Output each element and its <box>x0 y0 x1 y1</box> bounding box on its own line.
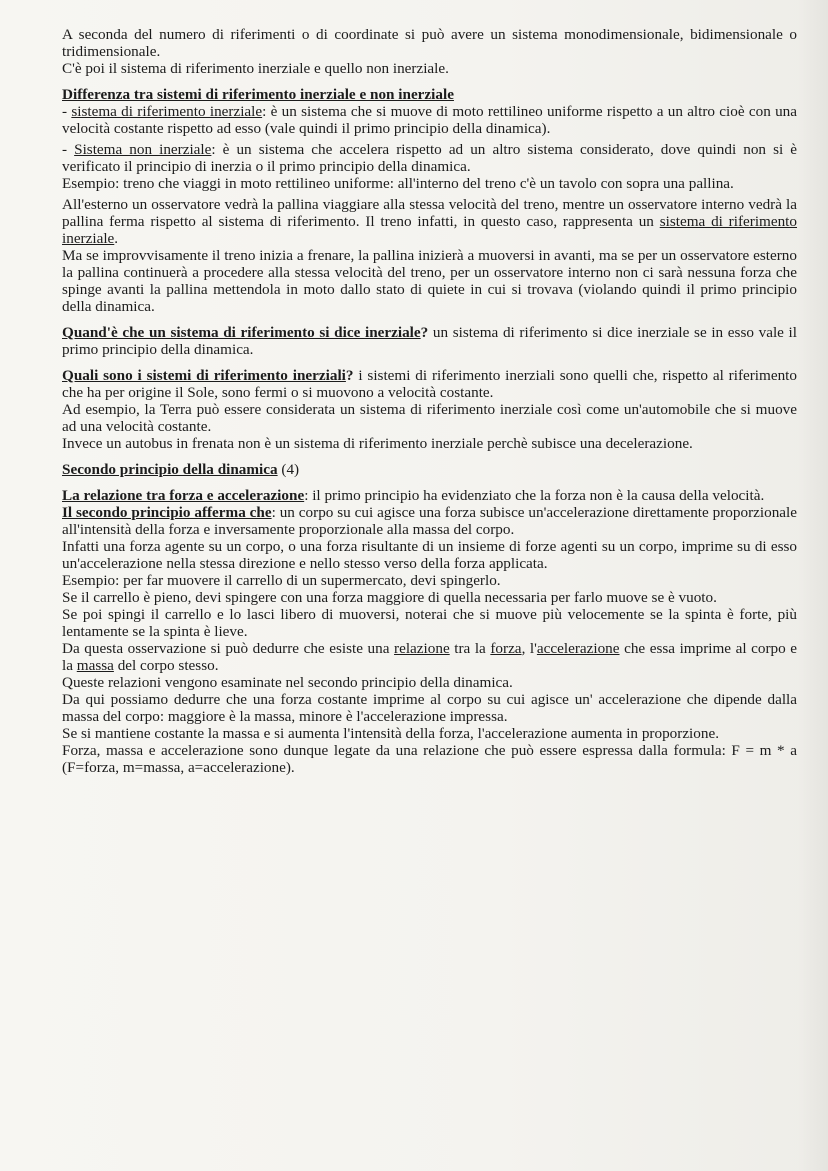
paragraph-relazioni-esaminate: Queste relazioni vengono esaminate nel secondo principio della dinamica. <box>62 674 513 691</box>
paragraph-autobus: Invece un autobus in frenata non è un sistema di riferimento inerziale perchè subisce una decelerazione. <box>62 435 693 452</box>
paragraph-frenare: Ma se improvvisamente il treno inizia a frenare, la pallina inizierà a muoversi in avanti, ma se per un osservatore esterno la pallina continuerà a procedere alla stessa velocità del treno, per un osservatore interno non ci sarà nessuna forza che spinge avanti la pallina mettendola in moto dallo stato di quiete in cui si trovava (violando quindi il primo principio della dinamica. <box>62 247 797 315</box>
definition-non-inerziale: - Sistema non inerziale: è un sistema che accelera rispetto ad un altro sistema considerato, dove quindi non si è verificato il principio di inerzia o il primo principio della dinamica. <box>62 141 798 175</box>
label-relazione: La relazione tra forza e accelerazione <box>62 487 305 504</box>
term-inerziale: sistema di riferimento inerziale <box>71 103 263 120</box>
paragraph-esempio-carrello: Esempio: per far muovere il carrello di un supermercato, devi spingerlo. <box>62 572 501 589</box>
intro-paragraph: A seconda del numero di riferimenti o di coordinate si può avere un sistema monodimensionale, bidimensionale o tridimensionale. <box>62 26 797 60</box>
paragraph-osservatore: All'esterno un osservatore vedrà la pallina viaggiare alla stessa velocità del treno, mentre un osservatore interno vedrà la pallina ferma rispetto al sistema di riferimento. Il treno infatti, in questo caso, rappresenta un sistema di riferimento inerziale. <box>62 196 798 247</box>
section-heading-differenza: Differenza tra sistemi di riferimento inerziale e non inerziale <box>62 86 454 103</box>
paragraph-forza-agente: Infatti una forza agente su un corpo, o una forza risultante di un insieme di forze agenti su un corpo, imprime su di esso un'accelerazione nella stessa direzione e nello stesso verso della forza applicata. <box>62 538 797 572</box>
paragraph-spingi: Se poi spingi il carrello e lo lasci libero di muoversi, noterai che si muove più velocemente se la spinta è forte, più lentamente se la spinta è lieve. <box>62 606 797 640</box>
paragraph-forza-costante: Da qui possiamo dedurre che una forza costante imprime al corpo su cui agisce un' accelerazione che dipende dalla massa del corpo: maggiore è la massa, minore è l'accelerazione impressa. <box>62 691 797 725</box>
question-quali-label: Quali sono i sistemi di riferimento inerziali <box>62 367 346 384</box>
paragraph-terra: Ad esempio, la Terra può essere considerata un sistema di riferimento inerziale così come un'automobile che si muove ad una velocità costante. <box>62 401 797 435</box>
definition-inerziale: - sistema di riferimento inerziale: è un sistema che si muove di moto rettilineo uniforme rispetto a un altro cioè con una velocità costante rispetto ad esso (vale quindi il primo principio della dinamica). <box>62 103 797 137</box>
paragraph-carrello-pieno: Se il carrello è pieno, devi spingere con una forza maggiore di quella necessaria per farlo muove se è vuoto. <box>62 589 717 606</box>
page-edge-shadow <box>798 0 828 1171</box>
paragraph-osservazione: Da questa osservazione si può dedurre che esiste una relazione tra la forza, l'accelerazione che essa imprime al corpo e la massa del corpo stesso. <box>62 640 797 674</box>
intro-paragraph-2: C'è poi il sistema di riferimento inerziale e quello non inerziale. <box>62 60 449 77</box>
paragraph-afferma: Il secondo principio afferma che: un corpo su cui agisce una forza subisce un'accelerazione direttamente proporzionale all'intensità della forza e inversamente proporzionale alla massa del corpo. <box>62 504 797 538</box>
question-quali: Quali sono i sistemi di riferimento inerziali? i sistemi di riferimento inerziali sono quelli che, rispetto al riferimento che ha per origine il Sole, sono fermi o si muovono a velocità costante. <box>62 367 797 401</box>
term-sistema-inerziale: sistema di riferimento inerziale <box>62 213 798 247</box>
paragraph-relazione: La relazione tra forza e accelerazione: il primo principio ha evidenziato che la forza non è la causa della velocità. <box>62 487 765 504</box>
question-quando: Quand'è che un sistema di riferimento si dice inerziale? un sistema di riferimento si dice inerziale se in esso vale il primo principio della dinamica. <box>62 324 797 358</box>
paragraph-massa-costante: Se si mantiene costante la massa e si aumenta l'intensità della forza, l'accelerazione aumenta in proporzione. <box>62 725 720 742</box>
document-body <box>62 26 797 776</box>
question-quando-label: Quand'è che un sistema di riferimento si dice inerziale <box>62 324 421 341</box>
example-treno: Esempio: treno che viaggi in moto rettilineo uniforme: all'interno del treno c'è un tavolo con sopra una pallina. <box>62 175 734 192</box>
term-non-inerziale: Sistema non inerziale <box>74 141 212 158</box>
label-afferma: Il secondo principio afferma che <box>62 504 272 521</box>
section-heading-secondo: Secondo principio della dinamica (4) <box>62 461 300 478</box>
paragraph-formula: Forza, massa e accelerazione sono dunque legate da una relazione che può essere espressa dalla formula: F = m * a (F=forza, m=massa, a=accelerazione). <box>62 742 797 776</box>
